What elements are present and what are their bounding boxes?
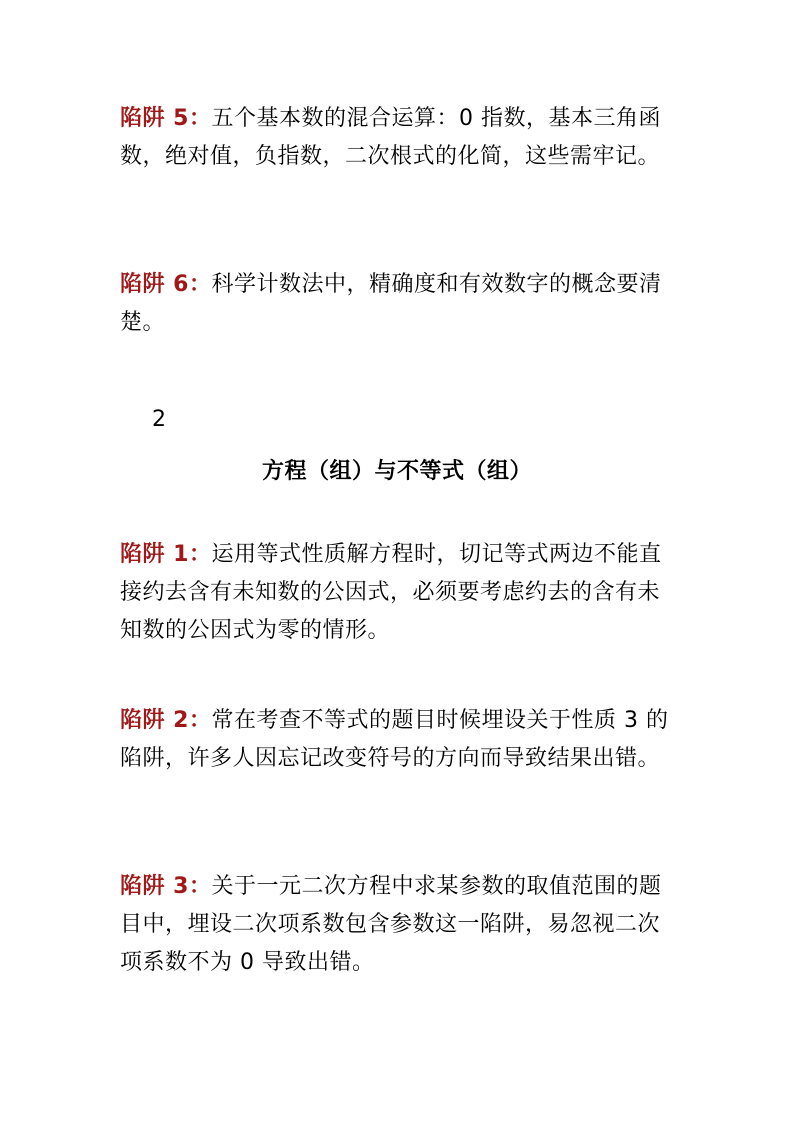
trap-3-paragraph xyxy=(120,868,676,982)
trap-5-paragraph xyxy=(120,100,676,176)
trap-text: 常在考查不等式的题目时候埋设关于性质 3 的陷阱，许多人因忘记改变符号的方向而导致结果出错。 xyxy=(120,708,669,771)
trap-1-paragraph xyxy=(120,536,676,650)
trap-text: 运用等式性质解方程时，切记等式两边不能直接约去含有未知数的公因式，必须要考虑约去的含有未知数的公因式为零的情形。 xyxy=(120,542,662,643)
trap-label: 陷阱 2： xyxy=(120,708,212,733)
trap-label: 陷阱 6： xyxy=(120,272,212,297)
trap-text: 五个基本数的混合运算：0 指数，基本三角函数，绝对值，负指数，二次根式的化简，这些需牢记。 xyxy=(120,106,661,169)
trap-text: 科学计数法中，精确度和有效数字的概念要清楚。 xyxy=(120,272,662,335)
trap-label: 陷阱 5： xyxy=(120,106,212,131)
trap-label: 陷阱 3： xyxy=(120,874,212,899)
trap-label: 陷阱 1： xyxy=(120,542,212,567)
trap-2-paragraph xyxy=(120,702,676,778)
trap-text: 关于一元二次方程中求某参数的取值范围的题目中，埋设二次项系数包含参数这一陷阱，易忽视二次项系数不为 0 导致出错。 xyxy=(120,874,662,975)
section-number: 2 xyxy=(152,407,166,432)
section-title: 方程（组）与不等式（组） xyxy=(261,459,532,484)
trap-6-paragraph xyxy=(120,266,676,342)
